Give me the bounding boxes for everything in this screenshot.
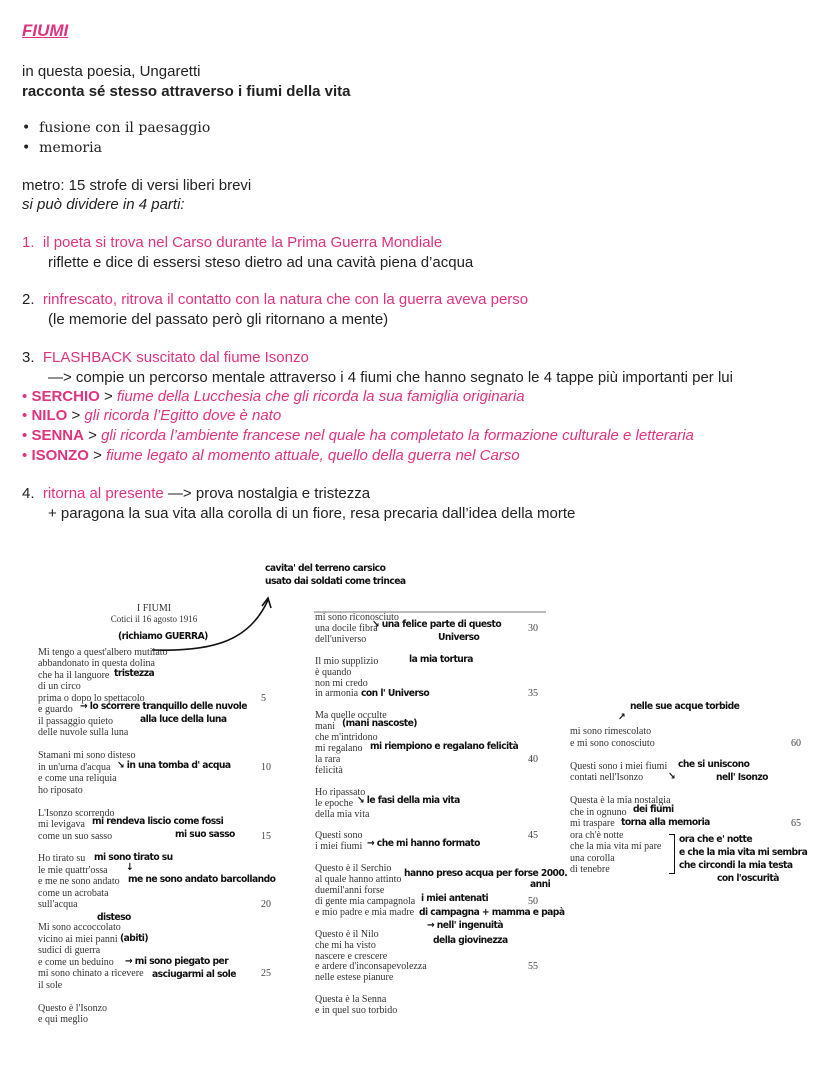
poem-line: nelle estese pianure: [315, 972, 394, 984]
bullet-item: • fusione con il paesaggio: [22, 120, 211, 136]
handwritten-note: → nell' ingenuità: [427, 920, 504, 931]
handwritten-note: anni: [530, 879, 551, 890]
line-number: 20: [261, 899, 271, 911]
part-title: il poeta si trova nel Carso durante la Prima Guerra Mondiale: [42, 234, 443, 251]
river-name: NILO: [31, 407, 68, 424]
part-2-detail: (le memorie del passato però gli ritornano a mente): [48, 311, 389, 328]
handwritten-note: (abiti): [120, 933, 149, 944]
line-number: 10: [261, 761, 271, 773]
handwritten-arrow: ↗: [618, 712, 626, 723]
part-1-detail: riflette e dice di essersi steso dietro ad una cavità piena d’acqua: [48, 254, 474, 271]
poem-line: Mi tengo a quest'albero mutilato: [38, 647, 168, 658]
poem-line: duemil'anni forse: [315, 885, 385, 896]
river-desc: gli ricorda l’ambiente francese nel quale ha completato la formazione culturale e letteraria: [101, 427, 694, 444]
river-name: SERCHIO: [31, 388, 100, 405]
poem-line: prima o dopo lo spettacolo: [38, 692, 145, 704]
metro-line: metro: 15 strofe di versi liberi brevi: [22, 177, 252, 194]
handwritten-note: di campagna + mamma e papà: [419, 907, 565, 918]
bullet-text: memoria: [39, 140, 102, 156]
handwritten-note: nell' Isonzo: [716, 772, 768, 783]
handwritten-note: disteso: [97, 912, 131, 923]
handwritten-note: che circondi la mia testa: [679, 860, 793, 871]
river-name: ISONZO: [31, 447, 89, 464]
poem-line: le epoche: [315, 797, 354, 809]
poem-line: le mie quattr'ossa: [38, 864, 108, 876]
part-number: 4.: [22, 485, 35, 502]
handwritten-note: asciugarmi al sole: [152, 969, 236, 980]
poem-line: e me ne sono andato: [38, 876, 120, 888]
line-number: 40: [528, 753, 538, 765]
poem-line: ora ch'è notte: [570, 829, 624, 841]
poem-line: Questo è l'Isonzo: [38, 1002, 108, 1014]
poem-line: Questi sono: [315, 830, 363, 842]
handwritten-note: e che la mia vita mi sembra: [679, 847, 808, 858]
handwritten-note: con l' Universo: [361, 688, 430, 699]
handwritten-note: ora che e' notte: [679, 834, 753, 845]
poem-line: della mia vita: [315, 808, 370, 820]
handwritten-note: mi sono tirato su: [94, 852, 173, 863]
poem-line: in un'urna d'acqua: [38, 761, 111, 773]
poem-line: che mi ha visto: [315, 939, 376, 951]
poem-line: Questo è il Serchio: [315, 863, 392, 875]
poem-line: che m'intridono: [315, 732, 378, 744]
handwritten-note: ↘ una felice parte di questo: [372, 619, 502, 630]
intro-bold: racconta sé stesso attraverso i fiumi della vita: [22, 83, 351, 100]
poem-line: e come un beduino: [38, 956, 114, 968]
poem-line: di tenebre: [570, 864, 610, 875]
handwritten-note: della giovinezza: [433, 935, 508, 946]
river-isonzo: • ISONZO > fiume legato al momento attuale, quello della guerra nel Carso: [22, 447, 520, 464]
poem-line: è quando: [315, 666, 352, 678]
handwritten-note: tristezza: [114, 668, 155, 679]
handwritten-note: → mi sono piegato per: [125, 956, 229, 967]
poem-line: che la mia vita mi pare: [570, 841, 662, 852]
river-name: SENNA: [31, 427, 84, 444]
poem-line: sull'acqua: [38, 899, 78, 911]
line-number: 65: [791, 818, 801, 829]
poem-line: mi sono chinato a ricevere: [38, 968, 144, 980]
part-4-detail: + paragona la sua vita alla corolla di un fiore, resa precaria dall’idea della morte: [48, 505, 576, 522]
poem-line: L'Isonzo scorrendo: [38, 807, 115, 819]
handwritten-note: mi riempiono e regalano felicità: [370, 741, 519, 752]
handwritten-note: nelle sue acque torbide: [630, 701, 740, 712]
handwritten-note: mi rendeva liscio come fossi: [92, 816, 224, 827]
poem-line: che ha il languore: [38, 669, 110, 681]
part-number: 1.: [22, 234, 35, 251]
part-title: rinfrescato, ritrova il contatto con la natura che con la guerra aveva perso: [42, 291, 529, 308]
line-number: 45: [528, 830, 538, 842]
line-number: 55: [528, 961, 538, 973]
poem-line: felicità: [315, 764, 343, 776]
poem-line: il sole: [38, 979, 63, 991]
handwritten-note: → lo scorrere tranquillo delle nuvole: [80, 701, 247, 712]
poem-line: nascere e crescere: [315, 950, 388, 962]
poem-line: e mio padre e mia madre: [315, 906, 415, 918]
poem-line: dell'universo: [315, 633, 367, 645]
poem-line: di un circo: [38, 681, 81, 693]
poem-line: Il mio supplizio: [315, 655, 379, 667]
poem-date: Cotici il 16 agosto 1916: [110, 614, 198, 624]
poem-line: il passaggio quieto: [38, 715, 113, 727]
separator: >: [99, 388, 117, 405]
handwritten-note: (richiamo GUERRA): [118, 631, 208, 642]
line-number: 35: [528, 688, 538, 700]
river-serchio: • SERCHIO > fiume della Lucchesia che gli ricorda la sua famiglia originaria: [22, 388, 525, 405]
handwritten-note: dei fiumi: [633, 804, 674, 815]
bullet-text: fusione con il paesaggio: [39, 120, 211, 136]
handwritten-note: alla luce della luna: [140, 714, 227, 725]
separator: >: [88, 447, 107, 464]
poem-line: come un suo sasso: [38, 830, 113, 842]
poem-line: non mi credo: [315, 677, 368, 689]
poem-line: Questa è la mia nostalgia: [570, 795, 671, 806]
part-number: 2.: [22, 291, 35, 308]
poem-line: e come una reliquia: [38, 773, 117, 785]
part-number: 3.: [22, 349, 35, 366]
bullet-item: • memoria: [22, 140, 102, 156]
line-number: 50: [528, 895, 538, 907]
river-desc: fiume legato al momento attuale, quello della guerra nel Carso: [106, 447, 520, 464]
poem-line: mi sono rimescolato: [570, 726, 652, 737]
separator: >: [83, 427, 102, 444]
poem-line: abbandonato in questa dolina: [38, 658, 155, 670]
poem-line: e ardere d'inconsapevolezza: [315, 961, 427, 973]
poem-line: mi sono riconosciuto: [315, 612, 399, 623]
poem-line: di gente mia campagnola: [315, 895, 416, 907]
handwritten-note: me ne sono andato barcollando: [128, 874, 276, 885]
bracket-mark: [669, 834, 675, 874]
poem-line: una docile fibra: [315, 622, 378, 634]
line-number: 5: [261, 692, 266, 704]
poem-line: e guardo: [38, 704, 73, 716]
poem-line: Mi sono accoccolato: [38, 922, 121, 934]
line-number: 25: [261, 968, 271, 980]
part-title-rest: —> prova nostalgia e tristezza: [163, 485, 371, 502]
river-nilo: • NILO > gli ricorda l’Egitto dove è nato: [22, 407, 282, 424]
poem-line: e in quel suo torbido: [315, 1005, 398, 1017]
handwritten-note: (mani nascoste): [342, 718, 417, 729]
poem-line: Ho ripassato: [315, 786, 366, 798]
poem-line: come un acrobata: [38, 887, 109, 899]
poem-line: vicino ai miei panni: [38, 933, 118, 945]
handwritten-note: cavita' del terreno carsico: [265, 563, 386, 574]
handwritten-note: ↘ le fasi della mia vita: [357, 795, 460, 806]
poem-line: in armonia: [315, 688, 359, 700]
poem-line: contati nell'Isonzo: [570, 772, 644, 783]
river-senna: • SENNA > gli ricorda l’ambiente francese nel quale ha completato la formazione culturale e letteraria: [22, 427, 694, 444]
handwritten-note: usato dai soldati come trincea: [265, 576, 406, 587]
separator: >: [67, 407, 85, 424]
line-number: 15: [261, 830, 271, 842]
poem-line: Ma quelle occulte: [315, 710, 387, 722]
poem-title: I FIUMI: [136, 603, 172, 614]
poem-line: che in ognuno: [570, 806, 627, 818]
poem-line: delle nuvole sulla luna: [38, 727, 129, 739]
poem-line: Ho tirato su: [38, 853, 86, 865]
river-desc: fiume della Lucchesia che gli ricorda la sua famiglia originaria: [116, 388, 525, 405]
intro-line: in questa poesia, Ungaretti: [22, 63, 201, 80]
handwritten-note: mi suo sasso: [175, 829, 235, 840]
poem-line: e mi sono conosciuto: [570, 737, 655, 749]
handwritten-note: la mia tortura: [409, 654, 473, 665]
poem-line: sudici di guerra: [38, 945, 101, 957]
part-title: ritorna al presente: [42, 485, 164, 502]
poem-line: e qui meglio: [38, 1014, 88, 1026]
line-number: 60: [791, 737, 801, 749]
handwritten-arrow: ↘: [668, 771, 676, 782]
poem-line: mani: [315, 721, 335, 733]
handwritten-note: i miei antenati: [421, 893, 489, 904]
handwritten-note: hanno preso acqua per forse 2000.: [404, 868, 568, 879]
handwritten-arrow: ↓: [126, 862, 134, 873]
poem-line: Questa è la Senna: [315, 994, 387, 1006]
poem-line: mi regalano: [315, 743, 363, 755]
poem-line: Stamani mi sono disteso: [38, 750, 136, 762]
handwritten-note: con l'oscurità: [717, 873, 779, 884]
poem-line: mi levigava: [38, 819, 85, 831]
handwritten-note: Universo: [438, 632, 480, 643]
handwritten-note: ↘ in una tomba d' acqua: [117, 760, 231, 771]
poem-line: mi traspare: [570, 818, 615, 829]
page-title: FIUMI: [22, 21, 69, 40]
poem-line: una corolla: [570, 852, 615, 864]
part-title: FLASHBACK suscitato dal fiume Isonzo: [42, 349, 309, 366]
handwritten-note: che si uniscono: [678, 759, 750, 770]
division-line: si può dividere in 4 parti:: [22, 196, 185, 213]
poem-line: la rara: [315, 753, 341, 765]
handwritten-note: → che mi hanno formato: [367, 838, 480, 849]
poem-line: ho riposato: [38, 784, 83, 796]
poem-line: al quale hanno attinto: [315, 874, 402, 886]
part-3-detail: —> compie un percorso mentale attraverso i 4 fiumi che hanno segnato le 4 tappe più importanti per lui: [48, 369, 733, 386]
river-desc: gli ricorda l’Egitto dove è nato: [84, 407, 282, 424]
line-number: 30: [528, 622, 538, 634]
poem-line: Questi sono i miei fiumi: [570, 760, 668, 772]
poem-line: i miei fiumi: [315, 841, 363, 853]
handwritten-note: torna alla memoria: [621, 817, 710, 828]
poem-line: Questo è il Nilo: [315, 928, 379, 940]
